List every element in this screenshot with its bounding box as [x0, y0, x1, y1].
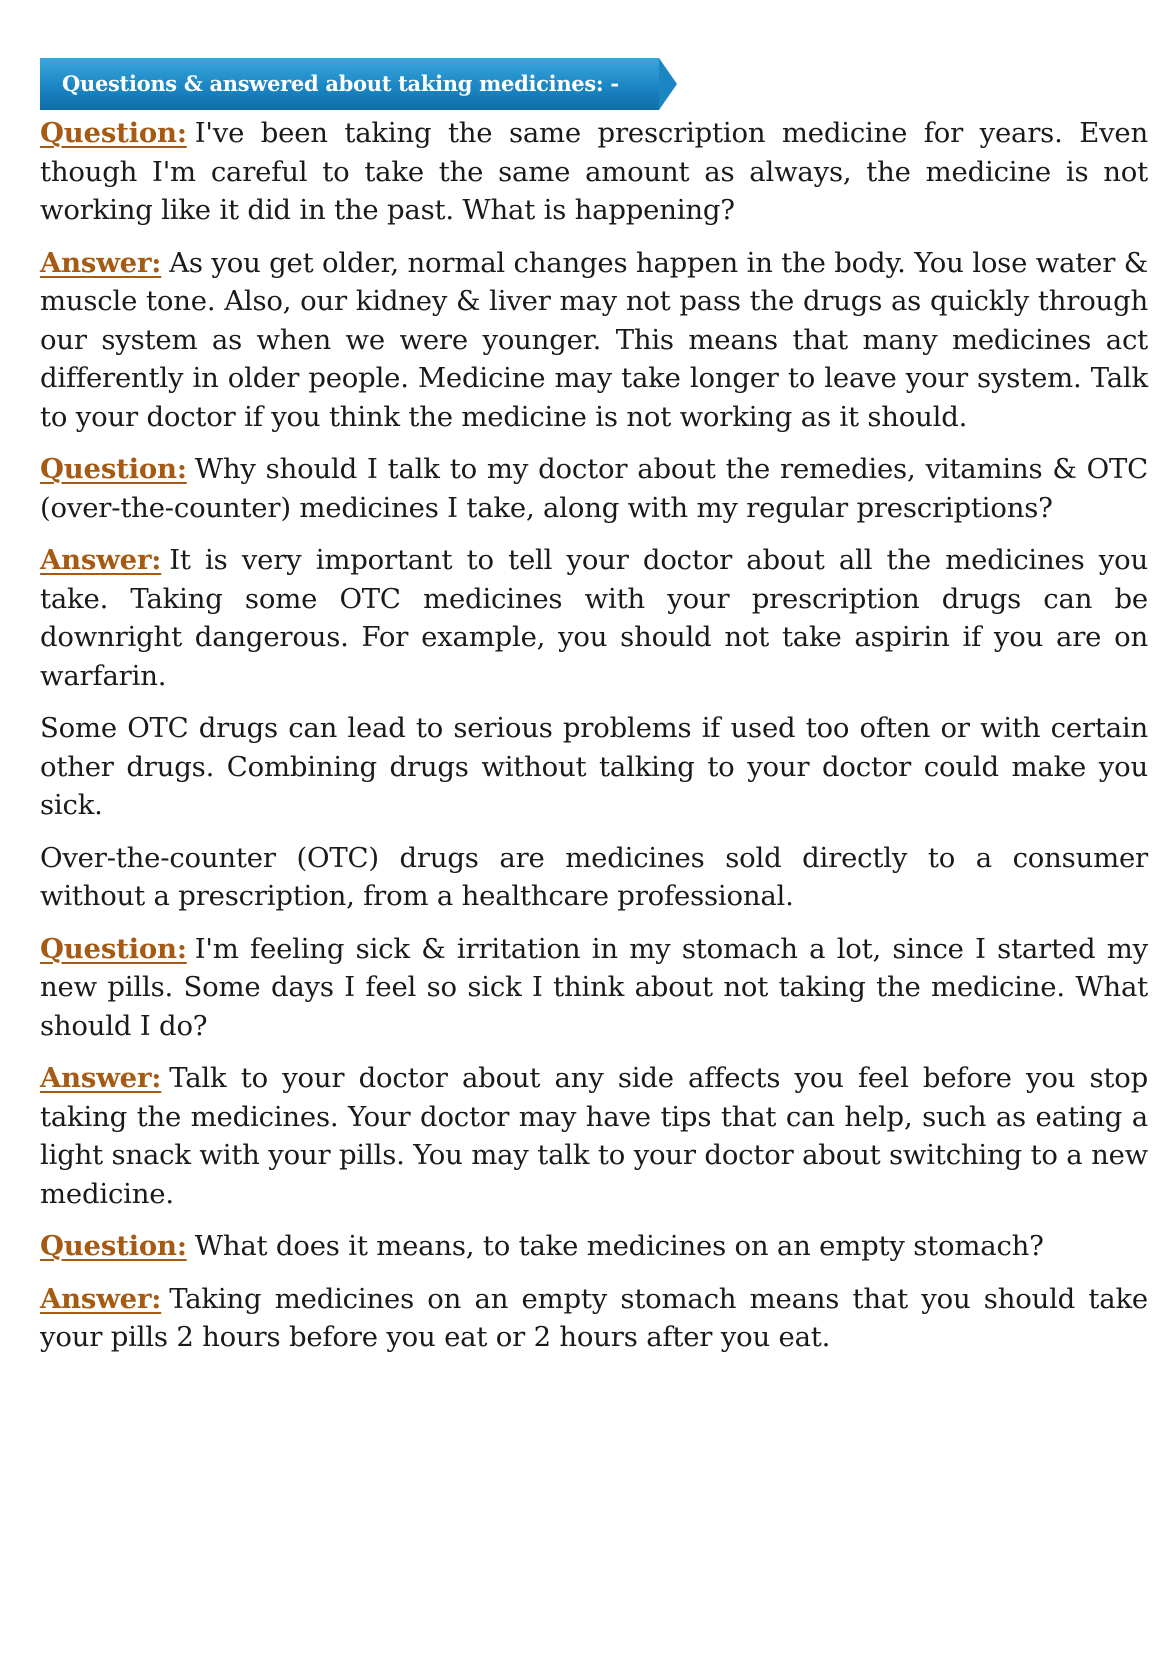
qa-question	[40, 930, 1148, 1046]
answer-label: Answer:	[40, 1062, 162, 1094]
question-label: Question:	[40, 117, 187, 149]
section-banner	[40, 58, 659, 110]
qa-answer	[40, 541, 1148, 695]
answer-label: Answer:	[40, 246, 162, 279]
body-paragraph: Some OTC drugs can lead to serious problems if used too often or with certain other drugs. Combining drugs without talking to your doctor could make you sick.	[40, 712, 1148, 821]
answer-label: Answer:	[40, 1282, 162, 1315]
answer-text: It is very important to tell your doctor about all the medicines you take. Taking some OTC medicines with your prescription drugs can be downright dangerous. For example, you should not take aspirin if you are on warfarin.	[40, 544, 1148, 692]
question-label: Question:	[40, 1230, 187, 1262]
question-text: Why should I talk to my doctor about the remedies, vitamins & OTC (over-the-counter) medicines I take, along with my regular prescriptions?	[40, 453, 1148, 524]
answer-text: As you get older, normal changes happen in the body. You lose water & muscle tone. Also, our kidney & liver may not pass the drugs as quickly through our system as when we were younger. This means that many medicines act differently in older people. Medicine may take longer to leave your system. Talk to your doctor if you think the medicine is not working as it should.	[40, 246, 1148, 433]
answer-text: Taking medicines on an empty stomach means that you should take your pills 2 hours before you eat or 2 hours after you eat.	[40, 1282, 1148, 1353]
body-paragraph: Over-the-counter (OTC) drugs are medicines sold directly to a consumer without a prescription, from a healthcare professional.	[40, 841, 1148, 912]
qa-answer	[40, 1280, 1148, 1357]
question-label: Question:	[40, 453, 187, 485]
qa-answer	[40, 1059, 1148, 1213]
qa-answer	[40, 244, 1148, 437]
banner-title: Questions & answered about taking medicines: -	[62, 71, 619, 96]
qa-question	[40, 114, 1148, 230]
document-page	[40, 58, 1148, 1371]
qa-question	[40, 450, 1148, 527]
question-text: What does it means, to take medicines on an empty stomach?	[194, 1230, 1044, 1262]
answer-text: Talk to your doctor about any side affects you feel before you stop taking the medicines. Your doctor may have tips that can help, such as eating a light snack with your pills. You may talk to your doctor about switching to a new medicine.	[40, 1062, 1148, 1210]
answer-label: Answer:	[40, 544, 162, 576]
qa-question	[40, 1227, 1148, 1266]
question-label: Question:	[40, 932, 187, 965]
question-text: I've been taking the same prescription medicine for years. Even though I'm careful to take the same amount as always, the medicine is not working like it did in the past. What is happening?	[40, 117, 1148, 226]
question-text: I'm feeling sick & irritation in my stomach a lot, since I started my new pills. Some days I feel so sick I think about not taking the medicine. What should I do?	[40, 932, 1148, 1042]
